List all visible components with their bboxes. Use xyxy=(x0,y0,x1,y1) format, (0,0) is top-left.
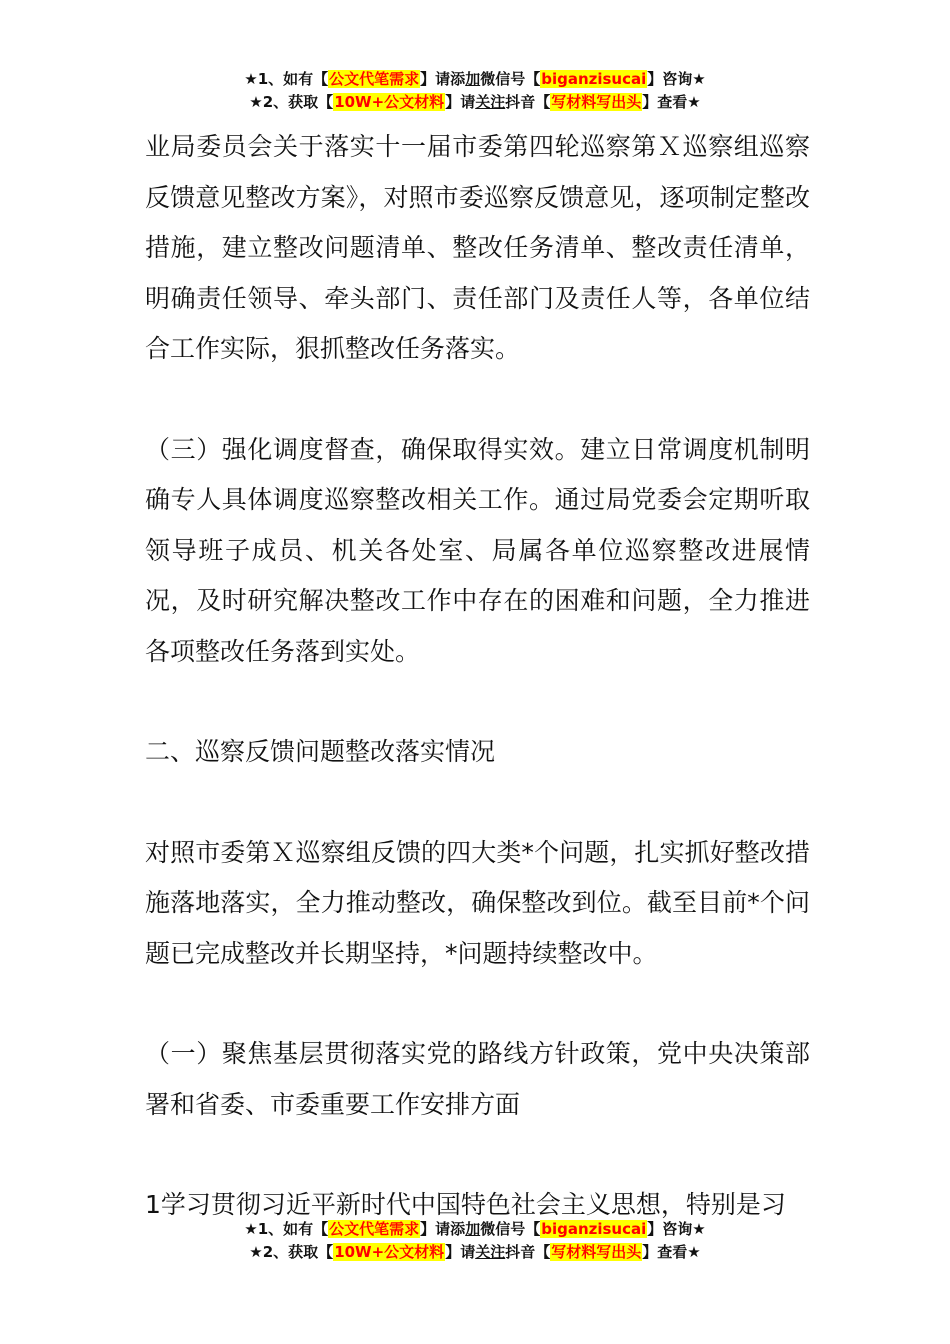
section-heading: 二、巡察反馈问题整改落实情况 xyxy=(145,737,496,766)
highlight-service: 公文代笔需求 xyxy=(329,1220,420,1238)
highlight-materials: 10W+公文材料 xyxy=(334,1243,445,1261)
document-body xyxy=(145,122,810,1231)
paragraph-4: 1学习贯彻习近平新时代中国特色社会主义思想，特别是习 xyxy=(145,1190,786,1219)
paragraph-1: 业局委员会关于落实十一届市委第四轮巡察第Ｘ巡察组巡察反馈意见整改方案》，对照市委巡察反馈意见，逐项制定整改措施，建立整改问题清单、整改任务清单、整改责任清单，明确责任领导、牵头部门、责任部门及责任人等，各单位结合工作实际，狠抓整改任务落实。 xyxy=(145,132,810,363)
highlight-materials: 10W+公文材料 xyxy=(334,93,445,111)
header-banner xyxy=(0,68,950,114)
banner-line-2: ★2、获取【10W+公文材料】请关注抖音【写材料写出头】查看★ xyxy=(249,93,701,111)
paragraph-3: 对照市委第Ｘ巡察组反馈的四大类*个问题，扎实抓好整改措施落地落实，全力推动整改，确保整改到位。截至目前*个问题已完成整改并长期坚持，*问题持续整改中。 xyxy=(145,837,810,968)
highlight-wechat-id: biganzisucai xyxy=(541,1220,647,1238)
banner-line-1: ★1、如有【公文代笔需求】请添加微信号【biganzisucai】咨询★ xyxy=(244,1220,706,1238)
highlight-service: 公文代笔需求 xyxy=(329,70,420,88)
footer-banner xyxy=(0,1218,950,1264)
subsection-heading: （一）聚焦基层贯彻落实党的路线方针政策，党中央决策部署和省委、市委重要工作安排方面 xyxy=(145,1039,810,1119)
highlight-douyin: 写材料写出头 xyxy=(551,93,642,111)
banner-line-2: ★2、获取【10W+公文材料】请关注抖音【写材料写出头】查看★ xyxy=(249,1243,701,1261)
highlight-douyin: 写材料写出头 xyxy=(551,1243,642,1261)
paragraph-2: （三）强化调度督查，确保取得实效。建立日常调度机制明确专人具体调度巡察整改相关工作。通过局党委会定期听取领导班子成员、机关各处室、局属各单位巡察整改进展情况，及时研究解决整改工作中存在的困难和问题，全力推进各项整改任务落到实处。 xyxy=(145,434,810,666)
highlight-wechat-id: biganzisucai xyxy=(541,70,647,88)
banner-line-1: ★1、如有【公文代笔需求】请添加微信号【biganzisucai】咨询★ xyxy=(244,70,706,88)
